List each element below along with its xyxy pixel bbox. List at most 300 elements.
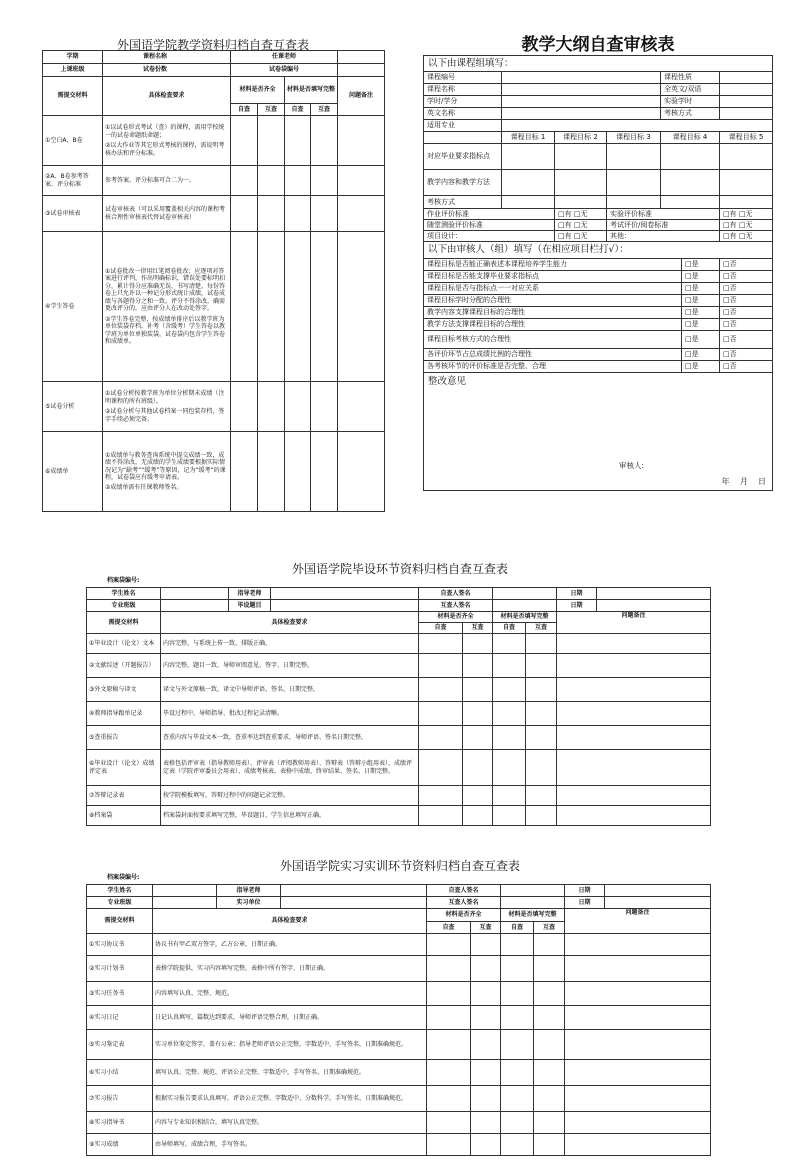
form3-material: ③外文原稿与译文 xyxy=(87,678,161,702)
reviewer-label: 审核人: xyxy=(619,461,645,470)
check-cell[interactable] xyxy=(501,1086,534,1112)
value-self-sign[interactable] xyxy=(501,885,565,897)
form4-header-self: 自查 xyxy=(427,922,471,934)
label-mutual-sign: 互查人签名 xyxy=(419,600,493,612)
check-cell[interactable] xyxy=(526,678,557,702)
label-date: 日期 xyxy=(565,897,605,909)
form3-row xyxy=(87,678,711,702)
form4-header-material: 需提交材料 xyxy=(87,909,153,934)
label-student: 学生姓名 xyxy=(87,885,153,897)
value-advisor[interactable] xyxy=(271,588,419,600)
form3-material: ①毕业设计（论文）文本 xyxy=(87,634,161,654)
value-unit[interactable] xyxy=(281,897,427,909)
remark-cell[interactable] xyxy=(565,982,711,1006)
form1-material: ①空白A、B卷 xyxy=(43,116,103,166)
check-cell[interactable] xyxy=(493,806,526,826)
form4-material: ⑤实习鉴定表 xyxy=(87,1030,153,1060)
check-cell[interactable] xyxy=(463,806,493,826)
form3-header-remark: 问题备注 xyxy=(557,612,711,634)
check-cell[interactable] xyxy=(471,1030,501,1060)
form4-row xyxy=(87,934,711,956)
form4-row xyxy=(87,1060,711,1086)
form3-material: ⑥毕业设计（论文）成绩评定表 xyxy=(87,750,161,786)
value-topic[interactable] xyxy=(271,600,419,612)
form3-material: ②文献综述（开题报告） xyxy=(87,654,161,678)
form4-requirement: 根据实习报告要求认真填写，评语公正完整、字数适中、分数科学，手写签名、日期准确规范。 xyxy=(153,1086,427,1112)
form4-material: ⑧实习指导书 xyxy=(87,1112,153,1134)
eval-checkbox[interactable]: □有 □无 xyxy=(720,209,773,220)
check-cell[interactable] xyxy=(526,806,557,826)
form1-header-requirement: 具体检查要求 xyxy=(103,77,231,116)
form3-header-mutual: 互查 xyxy=(526,623,557,634)
form1-header-mutual: 互查 xyxy=(258,104,285,116)
check-cell[interactable] xyxy=(311,196,338,232)
eval-checkbox[interactable]: □有 □无 xyxy=(720,231,773,242)
check-item: 课程目标是否与指标点一一对应关系 xyxy=(424,283,682,295)
remark-cell[interactable] xyxy=(557,806,711,826)
form4-requirement: 日记认真填写，篇数达到要求，导师评语完整合理，日期正确。 xyxy=(153,1006,427,1030)
yes-checkbox[interactable]: □是 xyxy=(682,307,720,319)
label-kecheng-xingzhi: 课程性质 xyxy=(661,72,720,84)
check-cell[interactable] xyxy=(534,1112,565,1134)
label-kecheng-bianhao: 课程编号 xyxy=(424,72,502,84)
value-xueshi[interactable] xyxy=(502,96,661,108)
form1-row xyxy=(43,116,385,166)
no-checkbox[interactable]: □否 xyxy=(720,307,773,319)
no-checkbox[interactable]: □否 xyxy=(720,319,773,331)
check-cell[interactable] xyxy=(427,934,471,956)
check-cell[interactable] xyxy=(427,1112,471,1134)
check-cell[interactable] xyxy=(493,786,526,806)
remark-cell[interactable] xyxy=(338,166,385,196)
check-cell[interactable] xyxy=(471,1086,501,1112)
check-cell[interactable] xyxy=(231,232,258,382)
form3-row xyxy=(87,786,711,806)
remark-cell[interactable] xyxy=(565,1030,711,1060)
check-cell[interactable] xyxy=(534,1086,565,1112)
yes-checkbox[interactable]: □是 xyxy=(682,349,720,361)
check-cell[interactable] xyxy=(534,1030,565,1060)
check-cell[interactable] xyxy=(231,382,258,432)
form3-header-complete: 材料是否齐全 xyxy=(419,612,493,623)
remark-cell[interactable] xyxy=(557,702,711,726)
form1-requirement xyxy=(103,116,231,166)
value-kecheng-xingzhi[interactable] xyxy=(720,72,773,84)
check-item: 课程目标考核方式的合理性 xyxy=(424,331,682,349)
label-date: 日期 xyxy=(565,885,605,897)
check-cell[interactable] xyxy=(471,982,501,1006)
check-cell[interactable] xyxy=(419,678,463,702)
check-cell[interactable] xyxy=(463,726,493,750)
goal-cell[interactable] xyxy=(661,196,720,209)
check-cell[interactable] xyxy=(311,382,338,432)
remark-cell[interactable] xyxy=(565,1112,711,1134)
check-cell[interactable] xyxy=(501,1134,534,1156)
eval-checkbox[interactable]: □有 □无 xyxy=(555,220,607,231)
check-cell[interactable] xyxy=(501,934,534,956)
goal-cell[interactable] xyxy=(720,170,773,196)
check-cell[interactable] xyxy=(534,982,565,1006)
remark-cell[interactable] xyxy=(565,956,711,982)
form1-req-item: ②以大作业等其它形式考核的课程，需说明考核办法和评分标准。 xyxy=(105,142,225,157)
check-cell[interactable] xyxy=(471,956,501,982)
value-date[interactable] xyxy=(605,897,711,909)
form4-material: ⑨实习成绩 xyxy=(87,1134,153,1156)
value-quanying[interactable] xyxy=(720,84,773,96)
remark-cell[interactable] xyxy=(557,634,711,654)
form1-material: ⑥成绩单 xyxy=(43,432,103,512)
form4-title: 外国语学院实习实训环节资料归档自查互查表 xyxy=(279,859,520,873)
value-date[interactable] xyxy=(597,600,711,612)
check-cell[interactable] xyxy=(463,634,493,654)
check-cell[interactable] xyxy=(419,786,463,806)
eval-label: 考试评价/阅卷标准 xyxy=(607,220,720,231)
remark-cell[interactable] xyxy=(565,1134,711,1156)
check-cell[interactable] xyxy=(419,806,463,826)
check-item: 课程目标学时分配的合理性 xyxy=(424,295,682,307)
form3-code-label: 档案袋编号: xyxy=(107,577,140,584)
value-student[interactable] xyxy=(161,588,229,600)
check-cell[interactable] xyxy=(493,654,526,678)
remark-cell[interactable] xyxy=(565,1006,711,1030)
check-cell[interactable] xyxy=(311,116,338,166)
goal-cell[interactable] xyxy=(555,144,607,170)
form1-req-item: ①以试卷形式考试（查）的课程，需用学校统一的试卷命题纸命题； xyxy=(105,124,225,139)
goal-cell[interactable] xyxy=(502,144,555,170)
goal-cell[interactable] xyxy=(502,170,555,196)
form4-row xyxy=(87,1134,711,1156)
form3-material: ⑦答辩记录表 xyxy=(87,786,161,806)
form4-table xyxy=(86,884,711,1156)
check-cell[interactable] xyxy=(471,1134,501,1156)
check-cell[interactable] xyxy=(471,1112,501,1134)
goal-row-label: 对应毕业要求指标点 xyxy=(424,144,502,170)
check-cell[interactable] xyxy=(285,166,311,196)
check-cell[interactable] xyxy=(285,432,311,512)
remark-cell[interactable] xyxy=(557,786,711,806)
form3-requirement: 内容完整，题目一致，导师审阅意见、签字、日期完整。 xyxy=(161,654,419,678)
remark-cell[interactable] xyxy=(557,750,711,786)
check-cell[interactable] xyxy=(258,382,285,432)
form4-material: ③实习任务书 xyxy=(87,982,153,1006)
form4-requirement: 内容与专业知识相结合，填写认真完整。 xyxy=(153,1112,427,1134)
form2-title: 教学大纲自查审核表 xyxy=(521,35,675,55)
check-cell[interactable] xyxy=(493,750,526,786)
value-zhuanye[interactable] xyxy=(502,120,773,132)
check-cell[interactable] xyxy=(258,196,285,232)
yes-checkbox[interactable]: □是 xyxy=(682,361,720,373)
remark-cell[interactable] xyxy=(557,678,711,702)
value-self-sign[interactable] xyxy=(493,588,557,600)
goal-header: 课程目标 1 xyxy=(502,132,555,144)
check-cell[interactable] xyxy=(501,1060,534,1086)
form1-header-remark: 问题备注 xyxy=(338,77,385,116)
label-mutual-sign: 互查人签名 xyxy=(427,897,501,909)
check-cell[interactable] xyxy=(501,956,534,982)
check-cell[interactable] xyxy=(471,934,501,956)
form1-title: 外国语学院教学资料归档自查互查表 xyxy=(116,38,309,52)
form3-requirement: 查重内容与毕设文本一致，查重率达到查重要求，导师评语、签名日期完整。 xyxy=(161,726,419,750)
form3-header-filled: 材料是否填写完整 xyxy=(493,612,557,623)
goal-cell[interactable] xyxy=(720,196,773,209)
form3-requirement: 内容完整，与系统上传一致，排版正确。 xyxy=(161,634,419,654)
check-cell[interactable] xyxy=(471,1006,501,1030)
value-date[interactable] xyxy=(597,588,711,600)
form1-row xyxy=(43,166,385,196)
no-checkbox[interactable]: □否 xyxy=(720,295,773,307)
form3-header-requirement: 具体检查要求 xyxy=(161,612,419,634)
form4-material: ⑥实习小结 xyxy=(87,1060,153,1086)
form4-material: ④实习日记 xyxy=(87,1006,153,1030)
label-quanying: 全英文/双语 xyxy=(661,84,720,96)
value-kecheng-mingcheng[interactable] xyxy=(502,84,661,96)
goal-header: 课程目标 2 xyxy=(555,132,607,144)
check-cell[interactable] xyxy=(258,116,285,166)
form1-row xyxy=(43,382,385,432)
remark-cell[interactable] xyxy=(557,654,711,678)
value-kecheng-bianhao[interactable] xyxy=(502,72,661,84)
value-mutual-sign[interactable] xyxy=(501,897,565,909)
check-item: 各考核环节的评价标准是否完整、合理 xyxy=(424,361,682,373)
check-cell[interactable] xyxy=(258,432,285,512)
goal-cell[interactable] xyxy=(502,196,555,209)
check-cell[interactable] xyxy=(419,654,463,678)
form4-row xyxy=(87,1086,711,1112)
remark-cell[interactable] xyxy=(565,1060,711,1086)
form1-req-item: ①试卷批改一律用红笔阅卷批改；应逐项对答案进行评判，作出明确标识，错误处要标明扣分，累计得分应准确无误，书写清楚。每份答卷上只允许以一种记分形式统计成绩，试卷成绩与各题得分之和一致。评分不得涂改，确需更改评分的，应由评分人在改动处签字。 xyxy=(105,267,226,312)
no-checkbox[interactable]: □否 xyxy=(720,331,773,349)
label-major: 专业班级 xyxy=(87,897,153,909)
form4-header-filled: 材料是否填写完整 xyxy=(501,909,565,922)
form4-material: ②实习计划书 xyxy=(87,956,153,982)
form4-requirement: 表格学院提供，实习内容填写完整，表格中所有签字、日期正确。 xyxy=(153,956,427,982)
value-yingwen[interactable] xyxy=(502,108,661,120)
check-cell[interactable] xyxy=(493,678,526,702)
eval-checkbox[interactable]: □有 □无 xyxy=(720,220,773,231)
check-cell[interactable] xyxy=(427,1060,471,1086)
label-kecheng-mingcheng: 课程名称 xyxy=(424,84,502,96)
remark-cell[interactable] xyxy=(565,1086,711,1112)
check-cell[interactable] xyxy=(526,786,557,806)
yes-checkbox[interactable]: □是 xyxy=(682,271,720,283)
check-item: 课程目标是否能正确表述本课程培养学生能力 xyxy=(424,259,682,271)
form4-requirement: 实习单位鉴定签字，盖有公章；指导老师评语公正完整，字数适中，手写签名，日期准确规范。 xyxy=(153,1030,427,1060)
check-cell[interactable] xyxy=(311,232,338,382)
form1-header-self: 自查 xyxy=(285,104,311,116)
check-cell[interactable] xyxy=(526,654,557,678)
no-checkbox[interactable]: □否 xyxy=(720,349,773,361)
form1-material: ⑤试卷分析 xyxy=(43,382,103,432)
goal-cell[interactable] xyxy=(555,170,607,196)
form4-material: ⑦实习报告 xyxy=(87,1086,153,1112)
form1-req-item: ①试卷分析按教学班为单位分析期末成绩（注明课程的所有班级）。 xyxy=(105,390,225,405)
remark-cell[interactable] xyxy=(338,196,385,232)
form1-req-item: ②成绩单需有任课教师签名。 xyxy=(105,483,183,491)
check-cell[interactable] xyxy=(501,982,534,1006)
form1-material: ③试卷审核表 xyxy=(43,196,103,232)
check-cell[interactable] xyxy=(427,1006,471,1030)
no-checkbox[interactable]: □否 xyxy=(720,361,773,373)
check-cell[interactable] xyxy=(285,196,311,232)
check-cell[interactable] xyxy=(463,678,493,702)
form3-row xyxy=(87,726,711,750)
check-item: 教学内容支撑课程目标的合理性 xyxy=(424,307,682,319)
value-shiyan-xueshi[interactable] xyxy=(720,96,773,108)
check-cell[interactable] xyxy=(501,1112,534,1134)
check-cell[interactable] xyxy=(501,1030,534,1060)
label-self-sign: 自查人签名 xyxy=(427,885,501,897)
label-advisor: 指导老师 xyxy=(217,885,281,897)
form1-value-renke[interactable] xyxy=(338,51,385,64)
value-mutual-sign[interactable] xyxy=(493,600,557,612)
eval-checkbox[interactable]: □有 □无 xyxy=(555,231,607,242)
check-cell[interactable] xyxy=(526,634,557,654)
label-date: 日期 xyxy=(557,588,597,600)
check-cell[interactable] xyxy=(463,750,493,786)
remark-cell[interactable] xyxy=(338,232,385,382)
form1-material: ②A、B卷参考答案、评分标准 xyxy=(43,166,103,196)
check-cell[interactable] xyxy=(285,116,311,166)
no-checkbox[interactable]: □否 xyxy=(720,283,773,295)
form1-requirement: 试卷审核表（可以采用覆盖相关内容的课程考核合理性审核表代替试卷审核表） xyxy=(103,196,231,232)
form2-table xyxy=(423,55,773,491)
eval-checkbox[interactable]: □有 □无 xyxy=(555,209,607,220)
form3-row xyxy=(87,654,711,678)
goal-cell[interactable] xyxy=(555,196,607,209)
check-cell[interactable] xyxy=(285,382,311,432)
form3-requirement: 表格包括评审表（指导教师用表）、评审表（评阅教师用表）、答辩表（答辩小组用表）、成绩评定表（学院评审委员会用表）、成绩考核表，表格中成绩、终审结果、签名、日期完整。 xyxy=(161,750,419,786)
check-cell[interactable] xyxy=(419,634,463,654)
label-date: 日期 xyxy=(557,600,597,612)
yes-checkbox[interactable]: □是 xyxy=(682,283,720,295)
form3-requirement: 档案袋封面按要求填写完整，毕设题目、学生信息填写正确。 xyxy=(161,806,419,826)
check-cell[interactable] xyxy=(258,166,285,196)
form2-section1: 以下由课程组填写： xyxy=(424,56,773,72)
form1-header-mutual: 互查 xyxy=(311,104,338,116)
value-major[interactable] xyxy=(161,600,229,612)
form3-row xyxy=(87,634,711,654)
check-cell[interactable] xyxy=(526,702,557,726)
check-cell[interactable] xyxy=(493,726,526,750)
check-cell[interactable] xyxy=(463,702,493,726)
check-cell[interactable] xyxy=(231,196,258,232)
check-cell[interactable] xyxy=(534,1006,565,1030)
form2-section2: 以下由审核人（组）填写（在相应项目栏打√）： xyxy=(424,242,773,259)
goal-cell[interactable] xyxy=(607,196,661,209)
check-cell[interactable] xyxy=(526,750,557,786)
value-kaohe[interactable] xyxy=(720,108,773,120)
yes-checkbox[interactable]: □是 xyxy=(682,259,720,271)
check-cell[interactable] xyxy=(427,1134,471,1156)
check-cell[interactable] xyxy=(526,726,557,750)
goal-cell[interactable] xyxy=(607,170,661,196)
check-cell[interactable] xyxy=(501,1006,534,1030)
no-checkbox[interactable]: □否 xyxy=(720,259,773,271)
check-cell[interactable] xyxy=(463,654,493,678)
check-cell[interactable] xyxy=(231,166,258,196)
check-cell[interactable] xyxy=(493,702,526,726)
form4-requirement: 协议书有甲乙双方签字，乙方公章，日期正确。 xyxy=(153,934,427,956)
goal-header: 课程目标 4 xyxy=(661,132,720,144)
rectify-box[interactable] xyxy=(424,373,773,491)
form1-header-self: 自查 xyxy=(231,104,258,116)
form1-row xyxy=(43,196,385,232)
value-major[interactable] xyxy=(153,897,217,909)
value-student[interactable] xyxy=(153,885,217,897)
form1-header-material: 需提交材料 xyxy=(43,77,103,116)
rectify-label: 整改意见 xyxy=(428,376,467,387)
check-cell[interactable] xyxy=(285,232,311,382)
check-cell[interactable] xyxy=(427,1030,471,1060)
check-cell[interactable] xyxy=(427,956,471,982)
check-cell[interactable] xyxy=(311,432,338,512)
check-cell[interactable] xyxy=(463,786,493,806)
check-cell[interactable] xyxy=(534,934,565,956)
form4-header-requirement: 具体检查要求 xyxy=(153,909,427,934)
goal-corner xyxy=(424,132,502,144)
label-kaohe: 考核方式 xyxy=(661,108,720,120)
check-cell[interactable] xyxy=(471,1060,501,1086)
remark-cell[interactable] xyxy=(565,934,711,956)
value-date[interactable] xyxy=(605,885,711,897)
check-cell[interactable] xyxy=(534,1060,565,1086)
check-item: 教学方法支撑课程目标的合理性 xyxy=(424,319,682,331)
check-cell[interactable] xyxy=(534,1134,565,1156)
form1-value-bianhao[interactable] xyxy=(338,64,385,77)
form1-req-item: ②学生答卷完整，按成绩单排序后以教学班为单位装袋存档。补考（含缓考）学生答卷以教学班为单位单独装袋，试卷袋内包含学生答卷和成绩单。 xyxy=(105,315,226,345)
form3-row xyxy=(87,806,711,826)
remark-cell[interactable] xyxy=(338,382,385,432)
goal-cell[interactable] xyxy=(607,144,661,170)
form4-material: ①实习协议书 xyxy=(87,934,153,956)
remark-cell[interactable] xyxy=(557,726,711,750)
value-advisor[interactable] xyxy=(281,885,427,897)
eval-label: 实验评价标准 xyxy=(607,209,720,220)
goal-cell[interactable] xyxy=(661,170,720,196)
check-cell[interactable] xyxy=(427,1086,471,1112)
yes-checkbox[interactable]: □是 xyxy=(682,331,720,349)
form1-row xyxy=(43,232,385,382)
remark-cell[interactable] xyxy=(338,116,385,166)
remark-cell[interactable] xyxy=(338,432,385,512)
goal-cell[interactable] xyxy=(661,144,720,170)
label-zhuanye: 适用专业 xyxy=(424,120,502,132)
goal-cell[interactable] xyxy=(720,144,773,170)
form4-header-mutual: 互查 xyxy=(471,922,501,934)
check-cell[interactable] xyxy=(493,634,526,654)
check-cell[interactable] xyxy=(258,232,285,382)
check-cell[interactable] xyxy=(231,116,258,166)
form4-row xyxy=(87,982,711,1006)
no-checkbox[interactable]: □否 xyxy=(720,271,773,283)
form1-header-complete: 材料是否齐全 xyxy=(231,77,285,104)
date-label: 年 月 日 xyxy=(721,477,766,486)
form1-label-bianhao: 试卷袋编号 xyxy=(231,64,338,77)
check-cell[interactable] xyxy=(534,956,565,982)
check-cell[interactable] xyxy=(419,750,463,786)
check-cell[interactable] xyxy=(231,432,258,512)
check-cell[interactable] xyxy=(311,166,338,196)
form3-header-material: 需提交材料 xyxy=(87,612,161,634)
yes-checkbox[interactable]: □是 xyxy=(682,295,720,307)
form3-requirement: 按学院模板填写，答辩过程中的问题记录完整。 xyxy=(161,786,419,806)
yes-checkbox[interactable]: □是 xyxy=(682,319,720,331)
form1-label-xueqi: 学期 xyxy=(43,51,103,64)
check-cell[interactable] xyxy=(419,702,463,726)
check-cell[interactable] xyxy=(427,982,471,1006)
form1-row xyxy=(43,432,385,512)
check-cell[interactable] xyxy=(419,726,463,750)
